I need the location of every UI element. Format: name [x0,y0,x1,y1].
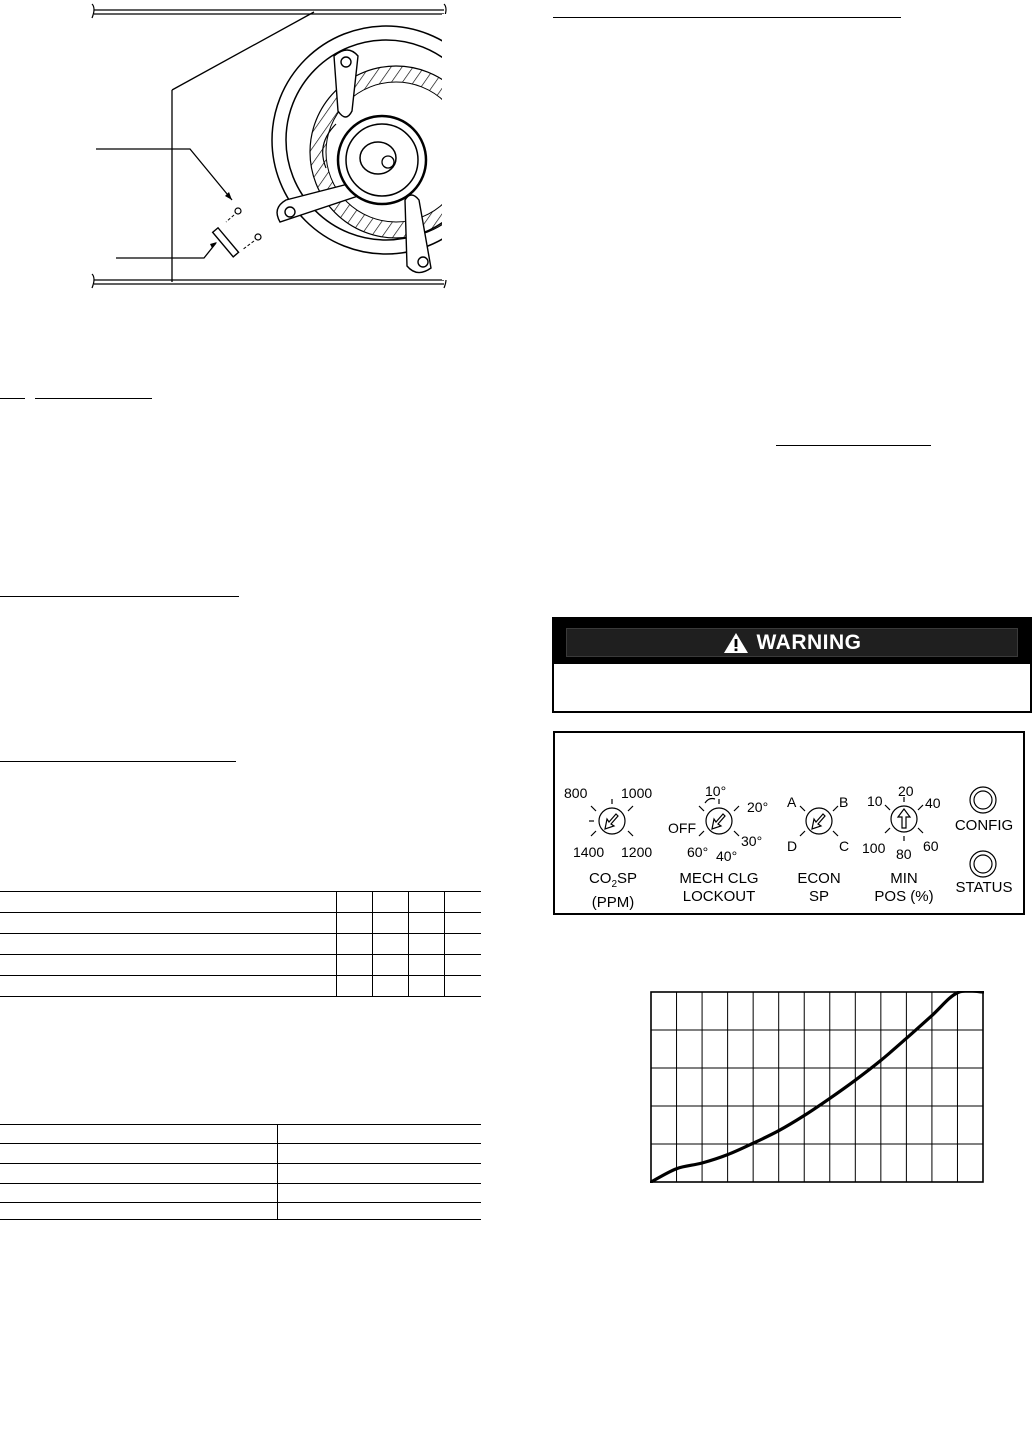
econ-sp-label: ECON SP [797,870,841,905]
min-pos-dial-knob[interactable] [885,797,923,841]
warning-triangle-icon [723,632,749,654]
min-tick-40: 40 [925,795,941,811]
min-pos-label: MIN POS (%) [874,870,934,905]
section-heading-underline [776,445,931,446]
controller-panel [553,731,1025,915]
config-led-label: CONFIG [954,817,1014,834]
co2-sp-label: $CO_2SP$ (PPM) [588,870,638,911]
mech-tick-off: OFF [668,820,696,836]
fan-assembly-diagram [86,0,452,300]
co2-tick-1400: 1400 [573,844,605,860]
mech-tick-40: 40° [716,848,738,864]
co2-tick-1200: 1200 [621,844,653,860]
chart-frame [651,992,983,1182]
warning-header [554,619,1030,664]
min-tick-100: 100 [862,840,886,856]
section-heading-underline-short [0,398,25,399]
econ-sp-dial-knob[interactable] [800,806,838,836]
mech-clg-lockout-label: MECH CLG LOCKOUT [679,870,759,905]
performance-curve-chart [650,991,984,1183]
status-led-label: STATUS [955,879,1013,896]
series-line [651,991,983,1182]
section-heading-underline [0,761,236,762]
warning-title: WARNING [756,630,862,654]
section-heading-underline [35,398,152,399]
section-heading-underline [553,17,901,18]
co2-tick-800: 800 [564,785,588,801]
mech-tick-20: 20° [747,799,769,815]
min-tick-80: 80 [896,846,912,862]
status-led-icon [970,851,996,877]
mech-clg-dial-knob[interactable] [699,799,739,837]
min-tick-20: 20 [898,783,914,799]
econ-tick-a: A [787,794,797,810]
mech-tick-30: 30° [741,833,763,849]
econ-tick-d: D [787,838,798,854]
section-heading-underline [0,596,239,597]
econ-tick-b: B [839,794,849,810]
min-tick-10: 10 [867,793,883,809]
min-tick-60: 60 [923,838,939,854]
econ-tick-c: C [839,838,850,854]
co2-dial-knob[interactable] [589,799,633,836]
config-led-icon [970,787,996,813]
mech-tick-10: 10° [705,783,727,799]
co2-tick-1000: 1000 [621,785,653,801]
mech-tick-60: 60° [687,844,709,860]
warning-box [552,617,1032,713]
